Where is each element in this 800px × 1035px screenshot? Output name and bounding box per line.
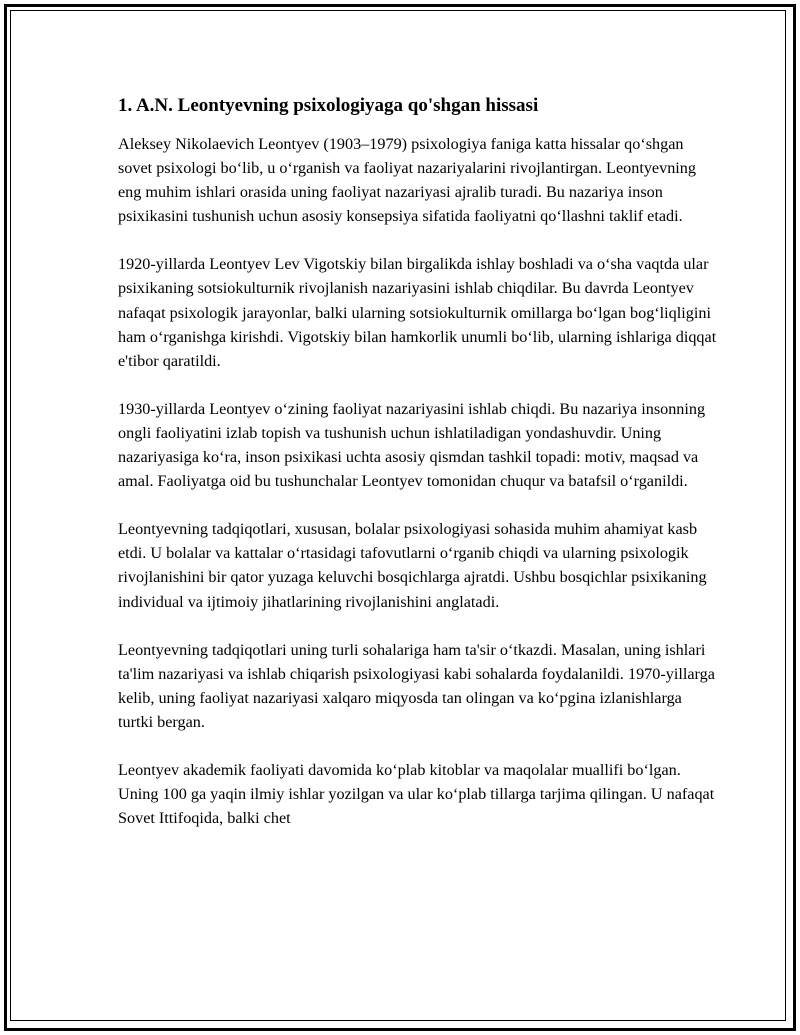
- paragraph-5: Leontyevning tadqiqotlari uning turli sohalariga ham ta'sir o‘tkazdi. Masalan, uning ishlari ta'lim nazariyasi va ishlab chiqarish psixologiyasi kabi sohalarda foydalanildi. 1970-yillarga kelib, uning faoliyat nazariyasi xalqaro miqyosda tan olingan va ko‘pgina izlanishlarga turtki bergan.: [118, 640, 715, 731]
- section-heading: 1. A.N. Leontyevning psixologiyaga qo'shgan hissasi: [118, 95, 539, 116]
- paragraph-6: Leontyev akademik faoliyati davomida ko‘plab kitoblar va maqolalar muallifi bo‘lgan. Uning 100 ga yaqin ilmiy ishlar yozilgan va ular ko‘plab tillarga tarjima qilingan. U nafaqat Sovet Ittifoqida, balki chet: [118, 760, 715, 828]
- document-body: [118, 94, 718, 854]
- paragraph-4: Leontyevning tadqiqotlari, xususan, bolalar psixologiyasi sohasida muhim ahamiyat kasb etdi. U bolalar va kattalar o‘rtasidagi tafovutlarni o‘rganib chiqdi va ularning psixologik rivojlanishini bir qator yuzaga keluvchi bosqichlarga ajratdi. Ushbu bosqichlar psixikaning individual va ijtimoiy jihatlarining rivojlanishini anglatadi.: [118, 520, 707, 611]
- paragraph-1: Aleksey Nikolaevich Leontyev (1903–1979) psixologiya faniga katta hissalar qo‘shgan sovet psixologi bo‘lib, u o‘rganish va faoliyat nazariyalarini rivojlantirgan. Leontyevning eng muhim ishlari orasida uning faoliyat nazariyasi ajralib turadi. Bu nazariya inson psixikasini tushunish uchun asosiy konsepsiya sifatida faoliyatni qo‘llashni taklif etadi.: [118, 135, 696, 226]
- paragraph-2: 1920-yillarda Leontyev Lev Vigotskiy bilan birgalikda ishlay boshladi va o‘sha vaqtda ular psixikaning sotsiokulturnik rivojlanish nazariyasini ishlab chiqdilar. Bu davrda Leontyev nafaqat psixologik jarayonlar, balki ularning sotsiokulturnik omillarga bo‘lgan bog‘liqligini ham o‘rganishga kirishdi. Vigotskiy bilan hamkorlik unumli bo‘lib, ularning ishlariga diqqat e'tibor qaratildi.: [118, 255, 717, 370]
- paragraph-3: 1930-yillarda Leontyev o‘zining faoliyat nazariyasini ishlab chiqdi. Bu nazariya insonning ongli faoliyatini izlab topish va tushunish uchun ishlatiladigan yondashuvdir. Uning nazariyasiga ko‘ra, inson psixikasi uchta asosiy qismdan tashkil topadi: motiv, maqsad va amal. Faoliyatga oid bu tushunchalar Leontyev tomonidan chuqur va batafsil o‘rganildi.: [118, 399, 706, 491]
